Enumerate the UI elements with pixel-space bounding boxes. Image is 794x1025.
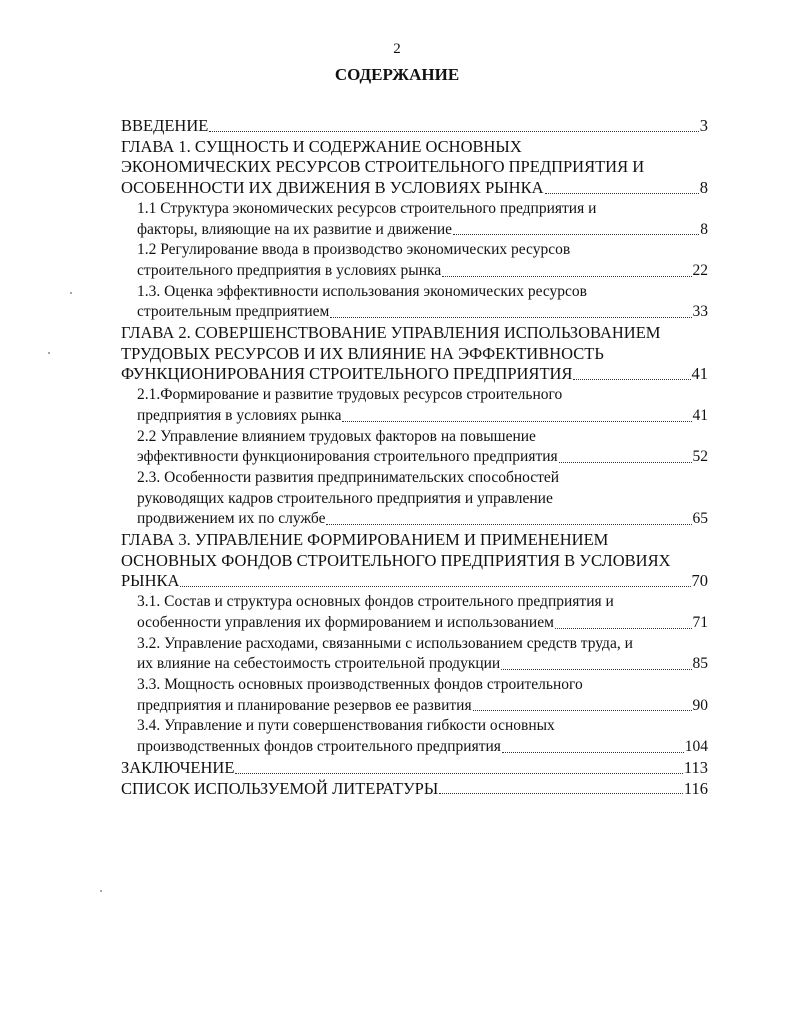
dot-leader bbox=[439, 793, 683, 794]
toc-entry-text: СПИСОК ИСПОЛЬЗУЕМОЙ ЛИТЕРАТУРЫ bbox=[121, 778, 439, 798]
toc-entry-text: строительным предприятием bbox=[137, 303, 330, 321]
page-number: 2 bbox=[393, 41, 401, 57]
toc-entry-text: производственных фондов строительного предприятия bbox=[137, 738, 501, 756]
dot-leader bbox=[573, 379, 690, 380]
toc-page-number: 3 bbox=[699, 116, 708, 135]
toc-entry bbox=[121, 779, 708, 800]
toc-entry-text: особенности управления их формированием и использованием bbox=[137, 613, 554, 631]
dot-leader bbox=[545, 193, 699, 194]
toc-entry-text: предприятия и планирование резервов ее развития bbox=[137, 696, 472, 714]
scan-speck bbox=[100, 890, 102, 892]
dot-leader bbox=[501, 669, 691, 670]
toc-entry-text: факторы, влияющие на их развитие и движение bbox=[137, 220, 453, 238]
toc-page-number: 65 bbox=[692, 510, 708, 528]
toc-page-number: 70 bbox=[691, 571, 708, 591]
toc-entry-text: руководящих кадров строительного предприятия и управление bbox=[137, 489, 553, 507]
toc-entry-text: 1.2 Регулирование ввода в производство экономических ресурсов bbox=[137, 241, 571, 259]
dot-leader bbox=[180, 586, 690, 587]
toc-page-number: 85 bbox=[692, 655, 708, 673]
toc-entry-text: 3.2. Управление расходами, связанными с использованием средств труда, и bbox=[137, 634, 633, 652]
toc-entry-text: 1.1 Структура экономических ресурсов строительного предприятия и bbox=[137, 199, 597, 217]
dot-leader bbox=[559, 462, 692, 463]
dot-leader bbox=[342, 421, 691, 422]
toc-entry bbox=[121, 592, 708, 633]
scan-speck bbox=[70, 292, 72, 294]
toc-page-number: 8 bbox=[700, 220, 708, 238]
toc-entry-text: ОСНОВНЫХ ФОНДОВ СТРОИТЕЛЬНОГО ПРЕДПРИЯТИЯ В УСЛОВИЯХ bbox=[121, 550, 671, 570]
dot-leader bbox=[209, 131, 698, 132]
toc-page-number: 41 bbox=[692, 406, 708, 424]
table-of-contents bbox=[121, 116, 708, 799]
toc-entry bbox=[121, 116, 708, 137]
toc-entry bbox=[121, 385, 708, 426]
dot-leader bbox=[235, 773, 682, 774]
toc-entry-text: 2.1.Формирование и развитие трудовых ресурсов строительного bbox=[137, 386, 563, 404]
toc-entry-text: их влияние на себестоимость строительной продукции bbox=[137, 655, 501, 673]
toc-page-number: 22 bbox=[692, 261, 708, 279]
toc-entry-text: 1.3. Оценка эффективности использования экономических ресурсов bbox=[137, 282, 587, 300]
dot-leader bbox=[442, 276, 691, 277]
toc-page-number: 116 bbox=[683, 778, 708, 798]
toc-entry-text: 2.3. Особенности развития предпринимательских способностей bbox=[137, 468, 560, 486]
toc-entry-text: ГЛАВА 2. СОВЕРШЕНСТВОВАНИЕ УПРАВЛЕНИЯ ИСПОЛЬЗОВАНИЕМ bbox=[121, 323, 661, 343]
toc-entry-text: ЭКОНОМИЧЕСКИХ РЕСУРСОВ СТРОИТЕЛЬНОГО ПРЕДПРИЯТИЯ И bbox=[121, 157, 645, 177]
toc-entry-text: ОСОБЕННОСТИ ИХ ДВИЖЕНИЯ В УСЛОВИЯХ РЫНКА bbox=[121, 178, 544, 198]
toc-entry bbox=[121, 675, 708, 716]
toc-entry-text: ГЛАВА 3. УПРАВЛЕНИЕ ФОРМИРОВАНИЕМ И ПРИМЕНЕНИЕМ bbox=[121, 530, 609, 550]
toc-page-number: 8 bbox=[699, 178, 708, 198]
toc-entry bbox=[121, 634, 708, 675]
toc-page-number: 113 bbox=[683, 757, 708, 777]
toc-entry-text: РЫНКА bbox=[121, 571, 180, 591]
toc-entry-text: 3.3. Мощность основных производственных фондов строительного bbox=[137, 675, 583, 693]
dot-leader bbox=[555, 628, 692, 629]
toc-entry bbox=[121, 199, 708, 240]
toc-entry-text: продвижением их по службе bbox=[137, 510, 326, 528]
toc-entry-text: эффективности функционирования строительного предприятия bbox=[137, 448, 558, 466]
toc-entry-text: ТРУДОВЫХ РЕСУРСОВ И ИХ ВЛИЯНИЕ НА ЭФФЕКТИВНОСТЬ bbox=[121, 343, 604, 363]
toc-page-number: 41 bbox=[691, 364, 708, 384]
toc-entry bbox=[121, 716, 708, 757]
toc-entry-text: 2.2 Управление влиянием трудовых факторов на повышение bbox=[137, 427, 536, 445]
toc-page-number: 90 bbox=[692, 696, 708, 714]
toc-entry-text: строительного предприятия в условиях рынка bbox=[137, 261, 442, 279]
toc-entry-text: ФУНКЦИОНИРОВАНИЯ СТРОИТЕЛЬНОГО ПРЕДПРИЯТИЯ bbox=[121, 364, 573, 384]
dot-leader bbox=[326, 524, 691, 525]
toc-entry bbox=[121, 323, 708, 385]
toc-page-number: 33 bbox=[692, 303, 708, 321]
dot-leader bbox=[473, 710, 692, 711]
toc-entry-text: 3.4. Управление и пути совершенствования гибкости основных bbox=[137, 717, 555, 735]
dot-leader bbox=[502, 752, 684, 753]
dot-leader bbox=[330, 317, 691, 318]
toc-entry bbox=[121, 758, 708, 779]
toc-entry-text: ГЛАВА 1. СУЩНОСТЬ И СОДЕРЖАНИЕ ОСНОВНЫХ bbox=[121, 136, 522, 156]
toc-page-number: 71 bbox=[692, 613, 708, 631]
toc-entry-text: 3.1. Состав и структура основных фондов строительного предприятия и bbox=[137, 593, 614, 611]
toc-entry-text: ВВЕДЕНИЕ bbox=[121, 116, 209, 135]
toc-entry bbox=[121, 240, 708, 281]
toc-entry bbox=[121, 137, 708, 199]
toc-entry-text: ЗАКЛЮЧЕНИЕ bbox=[121, 757, 235, 777]
toc-entry bbox=[121, 468, 708, 530]
toc-entry-text: предприятия в условиях рынка bbox=[137, 406, 342, 424]
toc-title: СОДЕРЖАНИЕ bbox=[334, 65, 460, 84]
toc-page-number: 52 bbox=[692, 448, 708, 466]
scan-speck bbox=[48, 352, 50, 354]
toc-entry bbox=[121, 427, 708, 468]
toc-entry bbox=[121, 530, 708, 592]
dot-leader bbox=[453, 234, 699, 235]
toc-entry bbox=[121, 282, 708, 323]
toc-page-number: 104 bbox=[684, 738, 708, 756]
